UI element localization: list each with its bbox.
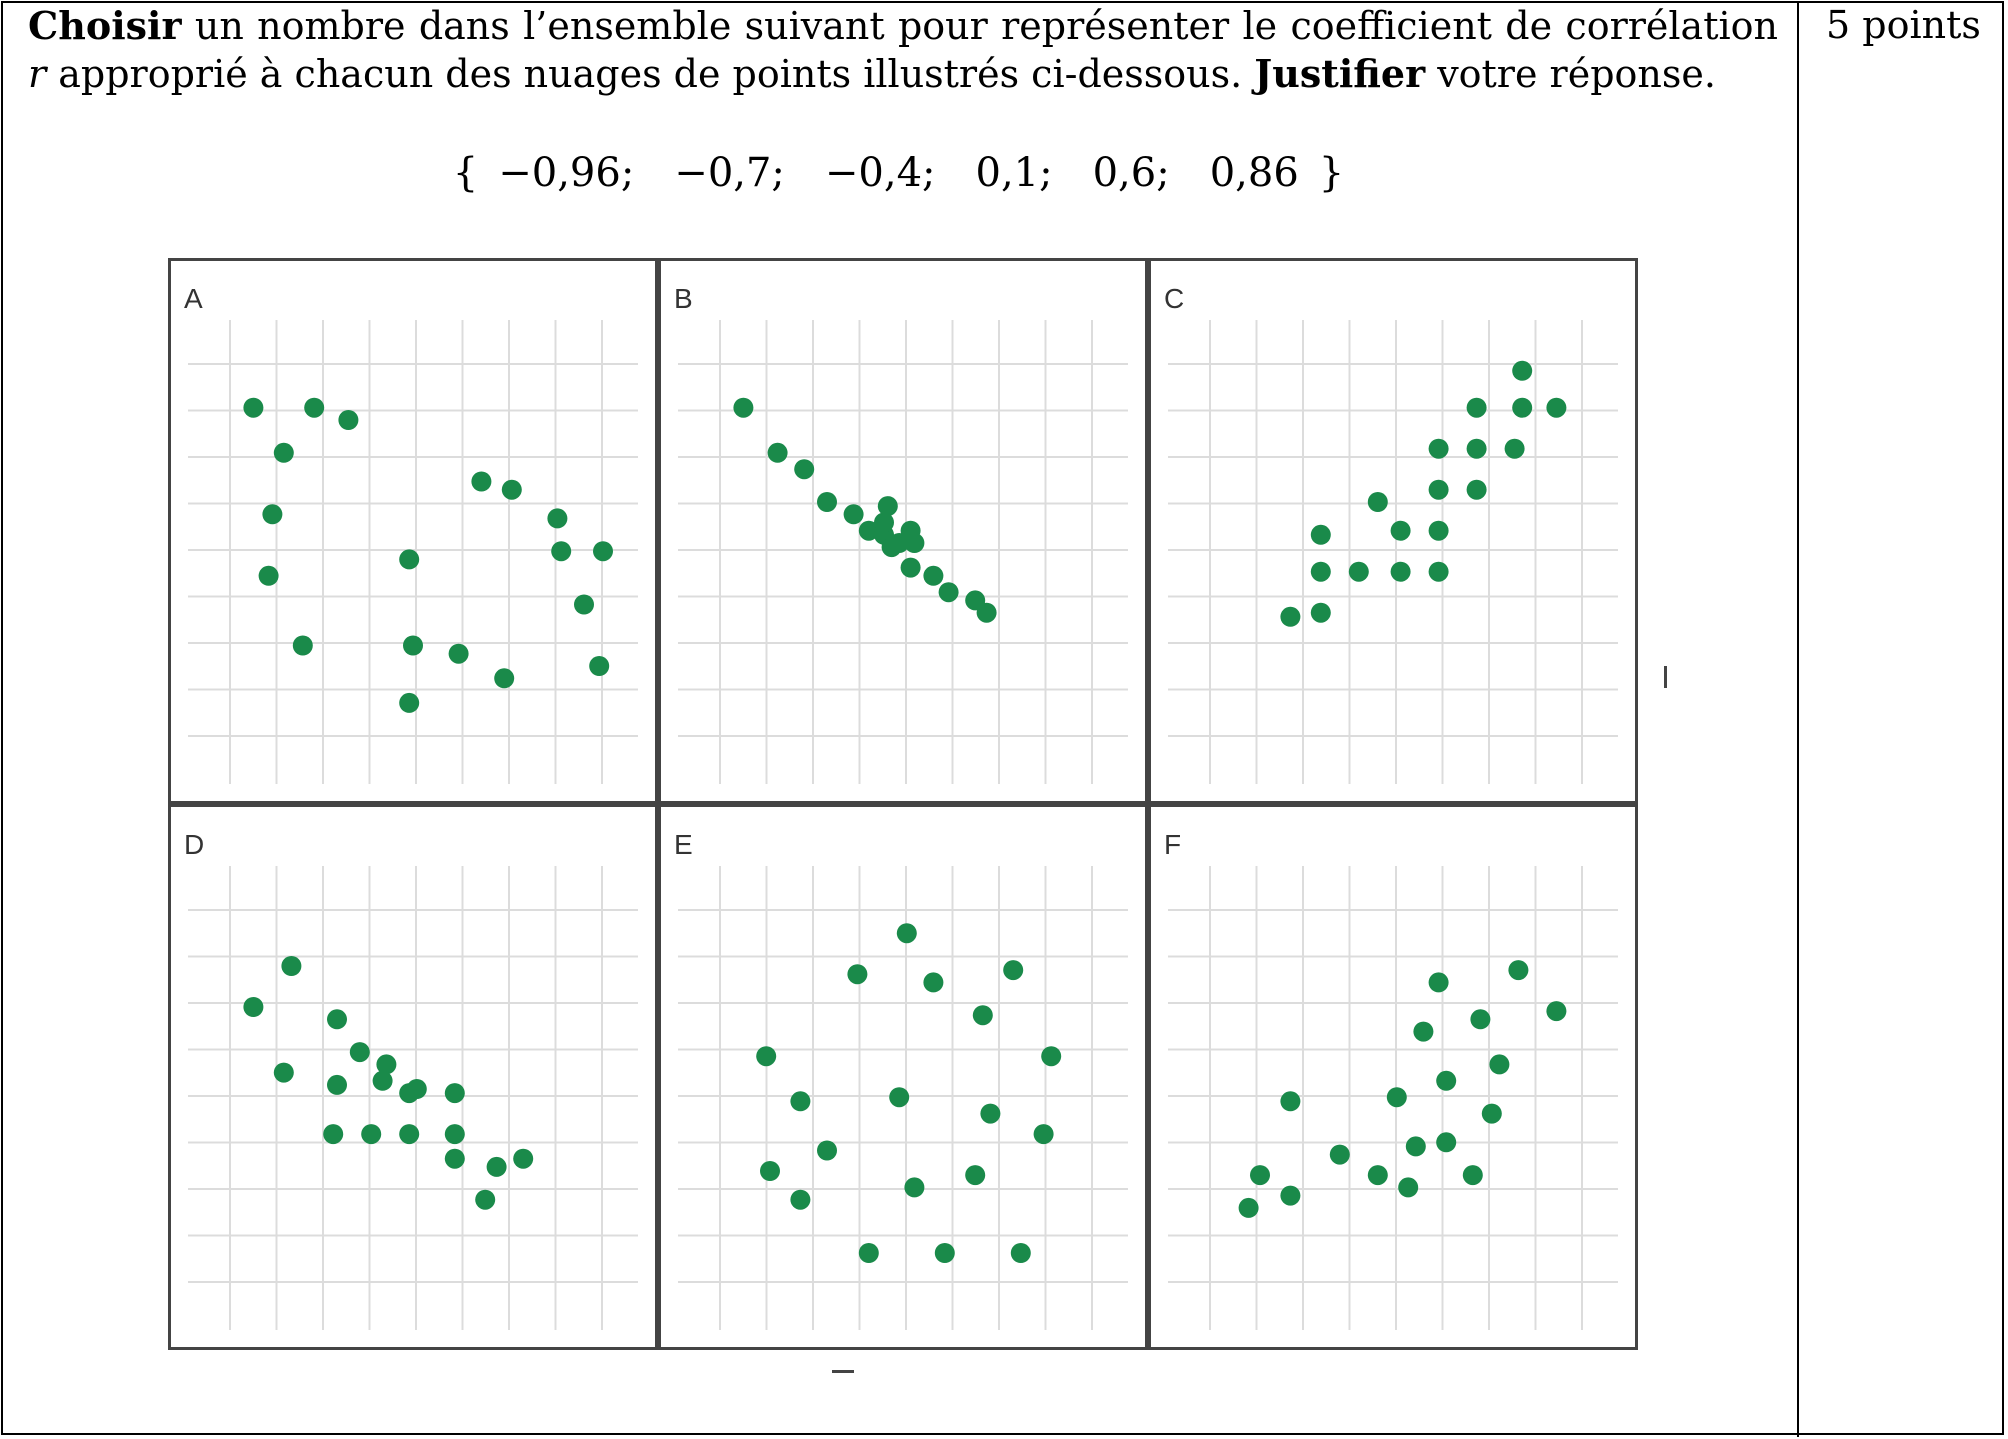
- data-point: [790, 1190, 810, 1210]
- data-point: [574, 595, 594, 615]
- data-point: [1280, 607, 1300, 627]
- data-point: [323, 1124, 343, 1144]
- value-item: 0,86: [1209, 150, 1299, 196]
- panel-border: [660, 806, 1147, 1349]
- scatter-panel-c: [1150, 260, 1637, 803]
- data-point: [449, 644, 469, 664]
- data-point: [889, 1087, 909, 1107]
- panel-border: [1150, 806, 1637, 1349]
- panel-label: D: [184, 829, 205, 860]
- panel-border: [170, 806, 657, 1349]
- data-point: [1467, 439, 1487, 459]
- data-point: [844, 504, 864, 524]
- panel-label: B: [674, 283, 693, 314]
- stray-mark: [832, 1370, 854, 1373]
- scatter-panel-b: [660, 260, 1147, 803]
- data-point: [980, 1104, 1000, 1124]
- data-point: [551, 541, 571, 561]
- points-label: 5 points: [1826, 3, 1981, 47]
- panel-label: E: [674, 829, 693, 860]
- data-point: [1512, 398, 1532, 418]
- data-point: [1011, 1243, 1031, 1263]
- data-point: [1505, 439, 1525, 459]
- data-point: [399, 693, 419, 713]
- data-point: [733, 398, 753, 418]
- data-point: [1429, 480, 1449, 500]
- question-end-text: votre réponse.: [1425, 52, 1716, 96]
- data-point: [1368, 492, 1388, 512]
- data-point: [589, 656, 609, 676]
- data-point: [399, 1124, 419, 1144]
- data-point: [768, 443, 788, 463]
- data-point: [935, 1243, 955, 1263]
- data-point: [1482, 1104, 1502, 1124]
- data-point: [790, 1091, 810, 1111]
- panel-label: A: [184, 283, 203, 314]
- data-point: [904, 1177, 924, 1197]
- data-point: [847, 964, 867, 984]
- data-point: [817, 492, 837, 512]
- value-item: −0,7;: [674, 150, 785, 196]
- data-point: [1436, 1132, 1456, 1152]
- data-point: [243, 398, 263, 418]
- scatter-panel-f: [1150, 806, 1637, 1349]
- scatter-panel-a: [170, 260, 657, 803]
- data-point: [1239, 1198, 1259, 1218]
- data-point: [1311, 525, 1331, 545]
- value-item: −0,4;: [824, 150, 936, 196]
- question-main-text: un nombre dans l’ensemble suivant pour représenter le coefficient de corrélation: [181, 4, 1778, 48]
- data-point: [1250, 1165, 1270, 1185]
- data-point: [1429, 439, 1449, 459]
- data-point: [243, 997, 263, 1017]
- data-point: [350, 1042, 370, 1062]
- value-item: −0,96;: [498, 150, 635, 196]
- data-point: [281, 956, 301, 976]
- panel-label: C: [1164, 283, 1185, 314]
- scatter-plots-grid: [168, 258, 1640, 1354]
- data-point: [1429, 972, 1449, 992]
- data-point: [475, 1190, 495, 1210]
- data-point: [1280, 1091, 1300, 1111]
- data-point: [817, 1141, 837, 1161]
- data-point: [1391, 562, 1411, 582]
- question-bold-justify: Justifier: [1254, 51, 1426, 96]
- data-point: [1003, 960, 1023, 980]
- data-point: [471, 472, 491, 492]
- value-set-open-brace: {: [452, 150, 479, 196]
- data-point: [373, 1071, 393, 1091]
- scatter-panel-d: [170, 806, 657, 1349]
- scatter-plots-svg: [168, 258, 1640, 1354]
- data-point: [1041, 1046, 1061, 1066]
- data-point: [794, 459, 814, 479]
- data-point: [1436, 1071, 1456, 1091]
- stray-mark: [1664, 666, 1667, 688]
- data-point: [977, 603, 997, 623]
- data-point: [1387, 1087, 1407, 1107]
- data-point: [445, 1124, 465, 1144]
- data-point: [304, 398, 324, 418]
- data-point: [756, 1046, 776, 1066]
- data-point: [1546, 1001, 1566, 1021]
- data-point: [939, 582, 959, 602]
- data-point: [859, 1243, 879, 1263]
- data-point: [1546, 398, 1566, 418]
- data-point: [274, 443, 294, 463]
- data-point: [1467, 398, 1487, 418]
- data-point: [1391, 521, 1411, 541]
- data-point: [407, 1079, 427, 1099]
- data-point: [327, 1009, 347, 1029]
- data-point: [1330, 1145, 1350, 1165]
- data-point: [547, 508, 567, 528]
- data-point: [1368, 1165, 1388, 1185]
- data-point: [403, 636, 423, 656]
- scatter-panel-e: [660, 806, 1147, 1349]
- data-point: [923, 566, 943, 586]
- value-item: 0,1;: [975, 150, 1053, 196]
- data-point: [259, 566, 279, 586]
- value-set: [0, 148, 1797, 198]
- data-point: [1470, 1009, 1490, 1029]
- data-point: [878, 496, 898, 516]
- data-point: [593, 541, 613, 561]
- data-point: [1398, 1177, 1418, 1197]
- data-point: [973, 1005, 993, 1025]
- data-point: [1512, 361, 1532, 381]
- data-point: [760, 1161, 780, 1181]
- data-point: [502, 480, 522, 500]
- data-point: [1489, 1054, 1509, 1074]
- data-point: [494, 668, 514, 688]
- data-point: [338, 410, 358, 430]
- data-point: [1406, 1136, 1426, 1156]
- data-point: [1034, 1124, 1054, 1144]
- data-point: [445, 1149, 465, 1169]
- value-set-close-brace: }: [1318, 150, 1345, 196]
- value-item: 0,6;: [1092, 150, 1170, 196]
- data-point: [445, 1083, 465, 1103]
- column-divider: [1797, 1, 1799, 1437]
- data-point: [1311, 603, 1331, 623]
- data-point: [1311, 562, 1331, 582]
- data-point: [923, 972, 943, 992]
- data-point: [904, 533, 924, 553]
- data-point: [487, 1157, 507, 1177]
- data-point: [262, 504, 282, 524]
- data-point: [1349, 562, 1369, 582]
- data-point: [1508, 960, 1528, 980]
- data-point: [897, 923, 917, 943]
- data-point: [513, 1149, 533, 1169]
- data-point: [1429, 521, 1449, 541]
- data-point: [1463, 1165, 1483, 1185]
- data-point: [1413, 1022, 1433, 1042]
- panel-border: [170, 260, 657, 803]
- data-point: [901, 558, 921, 578]
- question-text: [28, 2, 1778, 98]
- data-point: [1429, 562, 1449, 582]
- panel-label: F: [1164, 829, 1182, 860]
- question-bold-choose: Choisir: [28, 3, 182, 48]
- data-point: [361, 1124, 381, 1144]
- data-point: [327, 1075, 347, 1095]
- data-point: [1467, 480, 1487, 500]
- data-point: [399, 549, 419, 569]
- data-point: [274, 1063, 294, 1083]
- question-after-text: approprié à chacun des nuages de points illustrés ci-dessous.: [46, 52, 1255, 96]
- data-point: [293, 636, 313, 656]
- data-point: [1280, 1186, 1300, 1206]
- data-point: [965, 1165, 985, 1185]
- question-r-symbol: r: [28, 52, 47, 96]
